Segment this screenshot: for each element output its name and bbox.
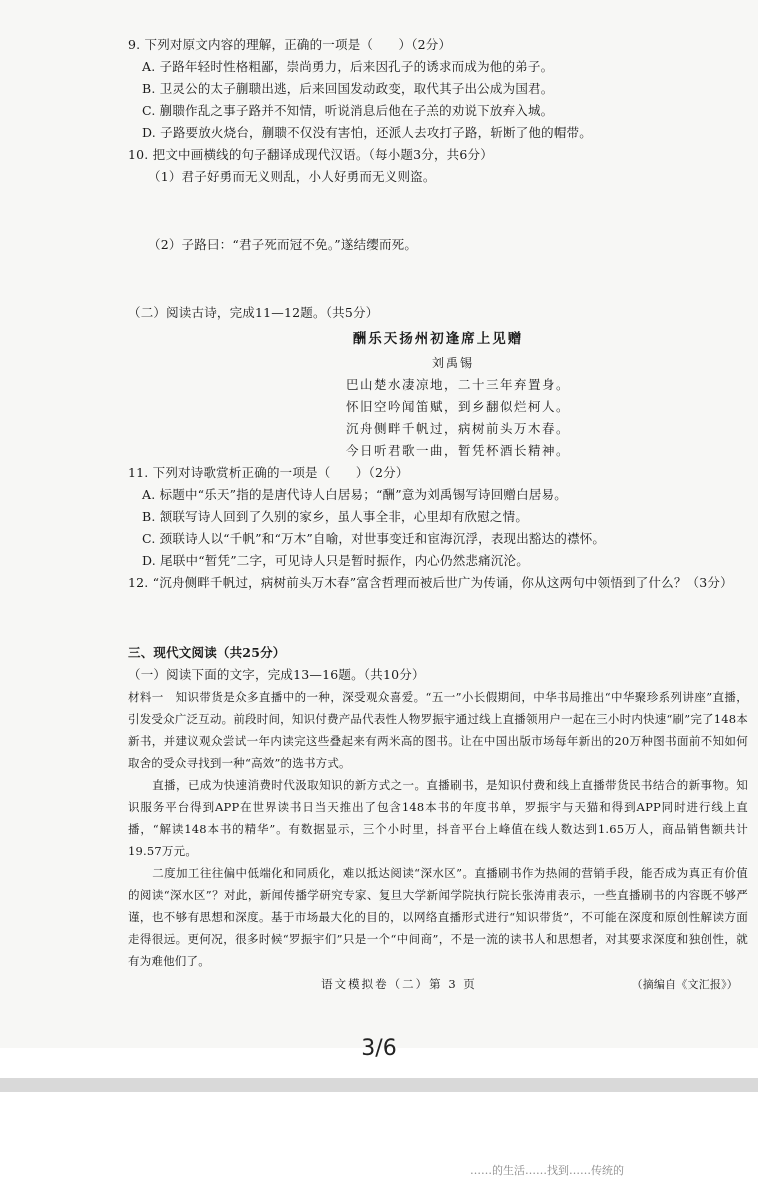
material-paragraph-3-text: 二度加工往往偏中低端化和同质化，难以抵达阅读“深水区”。直播刷书作为热闹的营销手段，能否成为真正有价值的阅读“深水区”？对此，新闻传播学研究专家、复旦大学新闻学院执行院长张涛甫表示，一些直播刷书的内容既不够严谨，也不够有思想和深度。基于市场最大化的目的，以网络直播形式进行“知识带货”，不可能在深度和原创性解读方面走得很远。更何况，很多时候“罗振宇们”只是一个“中间商”，不是一流的读书人和思想者，对其要求深度和独创性，就有为难他们了。 (128, 866, 748, 968)
q11-option-b: B. 颔联写诗人回到了久别的家乡，虽人事全非，心里却有欣慰之情。 (142, 509, 529, 524)
q9-stem: 9. 下列对原文内容的理解，正确的一项是（ ）（2分） (128, 37, 452, 52)
source-citation: （摘编自《文汇报》） (631, 978, 738, 991)
material-paragraph-3 (128, 862, 748, 972)
poem-line-4: 今日听君歌一曲，暂凭杯酒长精神。 (346, 443, 571, 458)
q11-option-d: D. 尾联中“暂凭”二字，可见诗人只是暂时振作，内心仍然悲痛沉沦。 (142, 553, 529, 568)
poem-line-3: 沉舟侧畔千帆过，病树前头万木春。 (346, 421, 571, 436)
q11-stem: 11. 下列对诗歌赏析正确的一项是（ ）（2分） (128, 465, 409, 480)
poem-title: 酬乐天扬州初逢席上见赠 (352, 331, 524, 347)
q9-option-b: B. 卫灵公的太子蒯聩出逃，后来回国发动政变，取代其子出公成为国君。 (142, 81, 554, 96)
q10-stem: 10. 把文中画横线的句子翻译成现代汉语。（每小题3分，共6分） (128, 147, 493, 162)
page-counter: 3/6 (361, 1036, 397, 1061)
material-paragraph-2-text: 直播，已成为快速消费时代汲取知识的新方式之一。直播刷书，是知识付费和线上直播带货民书结合的新事物。知识服务平台得到APP在世界读书日当天推出了包含148本书的年度书单，罗振宇与天猫和得到APP同时进行线上直播，“解读148本书的精华”。有数据显示，三个小时里，抖音平台上峰值在线人数达到1.65万人，商品销售额共计19.57万元。 (128, 778, 748, 858)
poem-line-2: 怀旧空吟闻笛赋，到乡翻似烂柯人。 (346, 399, 571, 414)
section3-heading: 三、现代文阅读（共25分） (128, 645, 286, 660)
q12-answer-space (128, 594, 748, 636)
page-divider (0, 1078, 758, 1092)
q10-sentence-1: （1）君子好勇而无义则乱，小人好勇而无义则盗。 (148, 169, 436, 184)
material-paragraph-1-text: 材料一 知识带货是众多直播中的一种，深受观众喜爱。“五一”小长假期间，中华书局推出“中华聚珍系列讲座”直播，引发受众广泛互动。前段时间，知识付费产品代表性人物罗振宇通过线上直播领用户一起在三小时内快速“刷”完了148本新书，并建议观众尝试一年内读完这些叠起来有两米高的图书。让在中国出版市场每年新出的20万种图书面前不知如何取舍的受众寻找到一种“高效”的选书方式。 (128, 690, 748, 770)
exam-page-content (128, 34, 748, 996)
section3-subheading: （一）阅读下面的文字，完成13—16题。（共10分） (128, 667, 425, 682)
q9-option-c: C. 蒯聩作乱之事子路并不知情，听说消息后他在子羔的劝说下放弃入城。 (142, 103, 554, 118)
q12-stem: 12. “沉舟侧畔千帆过，病树前头万木春”富含哲理而被后世广为传诵，你从这两句中领悟到了什么？（3分） (128, 575, 733, 590)
material-paragraph-2 (128, 774, 748, 862)
q10-sentence-2: （2）子路曰：“君子死而冠不免。”遂结缨而死。 (148, 237, 418, 252)
q11-option-a: A. 标题中“乐天”指的是唐代诗人白居易；“酬”意为刘禹锡写诗回赠白居易。 (142, 487, 567, 502)
poem-line-1: 巴山楚水凄凉地，二十三年弃置身。 (346, 377, 571, 392)
section2-heading: （二）阅读古诗，完成11—12题。（共5分） (128, 305, 379, 320)
q11-option-c: C. 颈联诗人以“千帆”和“万木”自喻，对世事变迁和宦海沉浮，表现出豁达的襟怀。 (142, 531, 606, 546)
next-page-text: ……的生活……找到……传统的 (470, 1164, 624, 1177)
page-footer: 语文模拟卷（二）第 3 页 (321, 977, 477, 991)
material-paragraph-1 (128, 686, 748, 774)
next-page-preview[interactable] (0, 1092, 758, 1176)
q10-answer-space-2 (128, 256, 748, 302)
poem-author: 刘禹锡 (431, 356, 474, 370)
q9-option-d: D. 子路要放火烧台，蒯聩不仅没有害怕，还派人去攻打子路，斩断了他的帽带。 (142, 125, 592, 140)
q10-answer-space-1 (128, 188, 748, 234)
q9-option-a: A. 子路年轻时性格粗鄙，崇尚勇力，后来因孔子的诱求而成为他的弟子。 (142, 59, 554, 74)
